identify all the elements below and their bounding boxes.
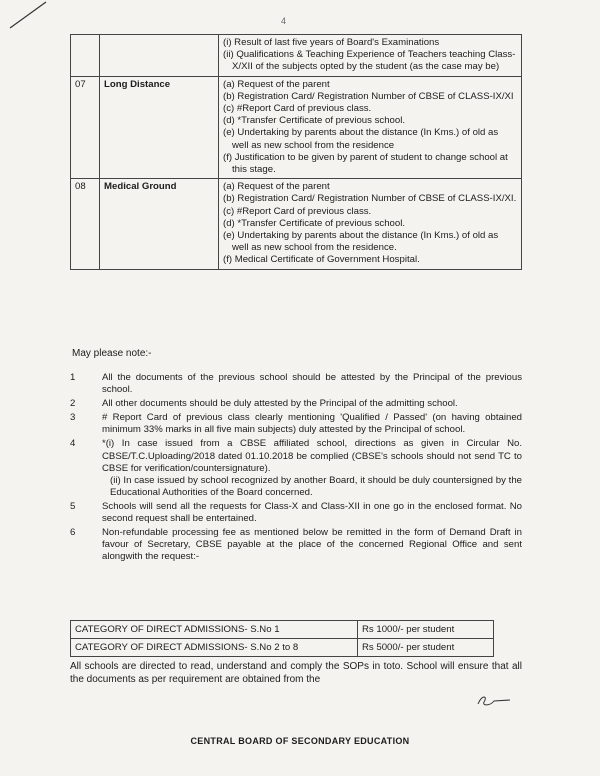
notes-list <box>70 372 522 565</box>
list-item: (b) Registration Card/ Registration Number of CBSE of CLASS-IX/XI. <box>223 193 517 205</box>
note-text: All other documents should be duly attested by the Principal of the admitting school. <box>102 398 458 410</box>
signature-initials <box>474 692 514 712</box>
note-item <box>70 501 522 525</box>
notes-heading: May please note:- <box>72 348 152 359</box>
note-number: 5 <box>70 500 76 512</box>
serial-cell: 07 <box>71 76 100 179</box>
note-text: All the documents of the previous school should be attested by the Principal of the previous school. <box>102 372 522 396</box>
fee-category-cell: CATEGORY OF DIRECT ADMISSIONS- S.No 2 to 8 <box>71 639 358 657</box>
note-number: 6 <box>70 527 76 539</box>
note-number: 1 <box>70 372 76 383</box>
list-item: (c) #Report Card of previous class. <box>223 205 372 217</box>
requirements-cell <box>219 35 522 77</box>
list-item: (e) Undertaking by parents about the distance (In Kms.) of old as well as new school from the residence <box>223 127 499 151</box>
footer-organization: CENTRAL BOARD OF SECONDARY EDUCATION <box>190 736 410 746</box>
fee-table <box>70 620 494 657</box>
pen-stroke-mark <box>8 0 48 30</box>
note-subtext: (ii) In case issued by school recognized by another Board, it should be duly countersigned by the Educational Authorities of the Board concerned. <box>110 474 522 498</box>
note-item <box>70 412 522 436</box>
requirements-cell <box>219 179 522 269</box>
serial-cell: 08 <box>71 179 100 269</box>
category-cell: Medical Ground <box>100 179 219 269</box>
list-item: (a) Request of the parent <box>223 78 330 90</box>
table-row <box>71 621 494 639</box>
page-number: 4 <box>281 16 287 26</box>
category-cell <box>100 35 219 77</box>
list-item: (d) *Transfer Certificate of previous school. <box>223 115 405 127</box>
note-text: Non-refundable processing fee as mentioned below be remitted in the form of Demand Draft in favour of Secretary, CBSE payable at the place of the concerned Regional Office and sent alongwith the request:- <box>102 527 522 563</box>
fee-amount-cell: Rs 5000/- per student <box>358 639 494 657</box>
note-item <box>70 438 522 498</box>
list-item: (f) Medical Certificate of Government Hospital. <box>223 254 420 266</box>
fee-category-cell: CATEGORY OF DIRECT ADMISSIONS- S.No 1 <box>71 621 358 639</box>
list-item: (c) #Report Card of previous class. <box>223 103 372 115</box>
list-item: (ii) Qualifications & Teaching Experience of Teachers teaching Class-X/XII of the subjects opted by the student (as the case may be) <box>223 49 516 73</box>
fee-amount-cell: Rs 1000/- per student <box>358 621 494 639</box>
list-item: (f) Justification to be given by parent of student to change school at this stage. <box>223 151 508 176</box>
note-number: 2 <box>70 398 76 410</box>
list-item: (d) *Transfer Certificate of previous school. <box>223 217 405 229</box>
documents-table <box>70 34 522 270</box>
list-item: (i) Result of last five years of Board's Examinations <box>223 37 440 48</box>
requirements-cell <box>219 76 522 179</box>
note-text: Schools will send all the requests for Class-X and Class-XII in one go in the enclosed format. No second request shall be entertained. <box>102 500 522 525</box>
note-number: 3 <box>70 412 76 424</box>
note-text: *(i) In case issued from a CBSE affiliated school, directions as given in Circular No. CBSE/T.C.Uploading/2018 dated 01.10.2018 be complied (CBSE's schools should not send TC to CBSE for verification/countersignature). <box>102 438 522 474</box>
note-item <box>70 398 522 410</box>
note-number: 4 <box>70 438 76 450</box>
note-text-block <box>102 438 522 498</box>
serial-cell <box>71 35 100 77</box>
table-row <box>71 639 494 657</box>
list-item: (e) Undertaking by parents about the distance (In Kms.) of old as well as new school from the residence. <box>223 230 499 254</box>
closing-paragraph: All schools are directed to read, understand and comply the SOPs in toto. School will ensure that all the documents as per requirement are obtained from the <box>70 661 522 685</box>
category-cell: Long Distance <box>100 76 219 179</box>
table-row <box>71 35 522 77</box>
note-item <box>70 527 522 563</box>
table-row <box>71 179 522 269</box>
list-item: (b) Registration Card/ Registration Number of CBSE of CLASS-IX/XI <box>223 90 514 102</box>
table-row <box>71 76 522 179</box>
list-item: (a) Request of the parent <box>223 181 330 193</box>
note-item <box>70 372 522 396</box>
note-text: # Report Card of previous class clearly mentioning 'Qualified / Passed' (on having obtained minimum 33% marks in all five main subjects) duly attested by the Principal of school. <box>102 412 522 436</box>
